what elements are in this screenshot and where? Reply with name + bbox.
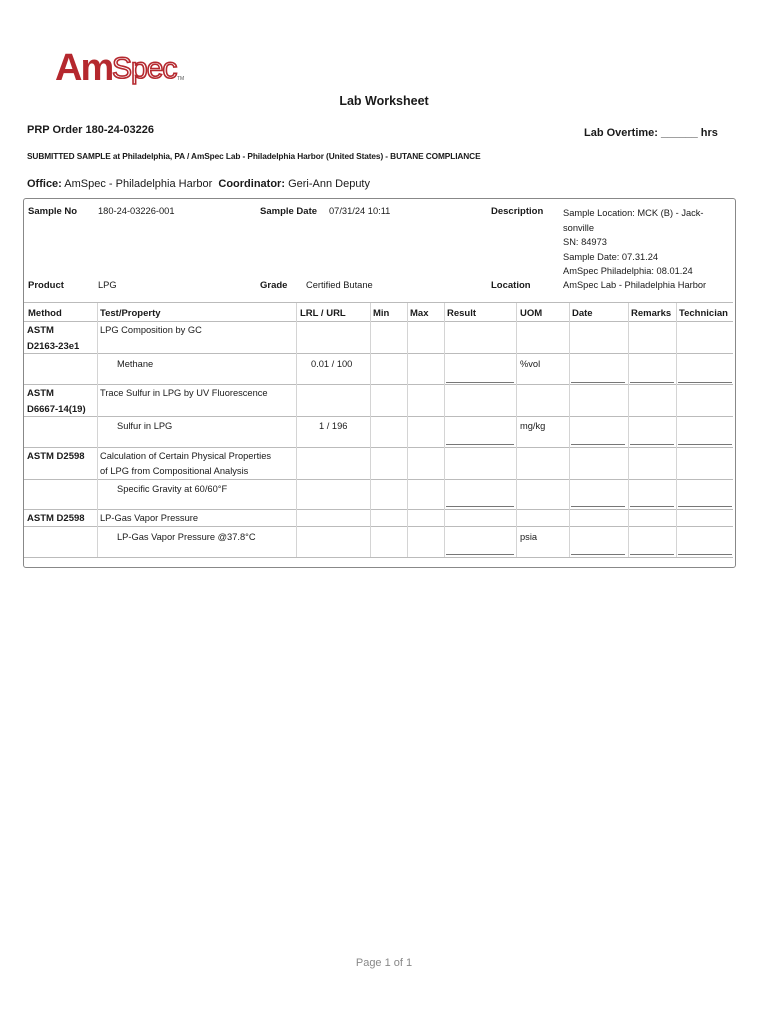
technician-entry-line[interactable] (678, 444, 732, 445)
method-code (27, 386, 86, 418)
description-line: SN: 84973 (563, 237, 607, 248)
technician-entry-line[interactable] (678, 382, 732, 383)
date-entry-line[interactable] (571, 554, 625, 555)
col-remarks: Remarks (631, 308, 672, 319)
svg-text:Am: Am (55, 47, 113, 89)
grade-label: Grade (260, 280, 288, 291)
uom-value: psia (520, 532, 538, 542)
page-title: Lab Worksheet (339, 94, 429, 108)
col-result: Result (447, 308, 477, 319)
test-name-line: Calculation of Certain Physical Properties (100, 451, 272, 461)
method-code: ASTM D2598 (27, 451, 85, 462)
test-name: Trace Sulfur in LPG by UV Fluorescence (100, 388, 268, 398)
col-date: Date (572, 308, 593, 319)
col-divider (407, 303, 408, 557)
sample-no-label: Sample No (28, 206, 78, 217)
date-entry-line[interactable] (571, 382, 625, 383)
result-entry-line[interactable] (446, 506, 514, 507)
row-rule (24, 526, 733, 527)
row-rule (24, 479, 733, 480)
svg-text:TM: TM (177, 76, 185, 82)
result-entry-line[interactable] (446, 554, 514, 555)
page-number: Page 1 of 1 (355, 957, 413, 969)
property-name: Specific Gravity at 60/60°F (117, 484, 228, 494)
technician-entry-line[interactable] (678, 554, 732, 555)
result-entry-line[interactable] (446, 444, 514, 445)
method-code-line: ASTM (27, 388, 54, 399)
col-min: Min (373, 308, 390, 319)
lab-overtime: Lab Overtime: ______ hrs (584, 127, 718, 139)
svg-text:Spec: Spec (112, 52, 177, 85)
col-divider (296, 303, 297, 557)
col-divider (444, 303, 445, 557)
remarks-entry-line[interactable] (630, 554, 674, 555)
remarks-entry-line[interactable] (630, 444, 674, 445)
col-test-property: Test/Property (100, 308, 161, 319)
test-name: LP-Gas Vapor Pressure (100, 513, 199, 523)
test-name: LPG Composition by GC (100, 325, 202, 335)
remarks-entry-line[interactable] (630, 382, 674, 383)
row-rule (24, 557, 733, 558)
sample-no-value: 180-24-03226-001 (98, 206, 175, 216)
col-divider (370, 303, 371, 557)
sample-date-label: Sample Date (260, 206, 318, 217)
col-divider (516, 303, 517, 557)
col-divider (628, 303, 629, 557)
property-name: LP-Gas Vapor Pressure @37.8°C (117, 532, 256, 542)
property-name: Methane (117, 359, 154, 369)
date-entry-line[interactable] (571, 506, 625, 507)
col-uom: UOM (520, 308, 543, 319)
col-lrl-url: LRL / URL (300, 308, 346, 319)
sample-date-value: 07/31/24 10:11 (329, 206, 391, 216)
description-line: sonville (563, 222, 595, 233)
method-code-line: D2163-23e1 (27, 341, 80, 352)
col-divider (569, 303, 570, 557)
col-divider (97, 303, 98, 557)
description-line: Sample Location: MCK (B) - Jack- (563, 208, 704, 218)
description-value (563, 206, 704, 279)
uom-value: mg/kg (520, 421, 546, 431)
product-label: Product (28, 280, 64, 291)
col-divider (676, 303, 677, 557)
col-max: Max (410, 308, 429, 319)
coordinator-value: Geri-Ann Deputy (288, 178, 370, 190)
method-code (27, 323, 79, 355)
col-technician: Technician (679, 308, 728, 319)
method-code-line: ASTM (27, 325, 54, 336)
amspec-logo (54, 40, 190, 98)
header-top-rule (24, 302, 733, 303)
header-bottom-rule (24, 321, 733, 322)
result-entry-line[interactable] (446, 382, 514, 383)
date-entry-line[interactable] (571, 444, 625, 445)
test-name-line: of LPG from Compositional Analysis (100, 466, 249, 476)
row-rule (24, 384, 733, 385)
office-value: AmSpec - Philadelphia Harbor (64, 178, 213, 190)
office-line (27, 178, 370, 190)
description-line: AmSpec Philadelphia: 08.01.24 (563, 266, 693, 277)
lrl-url-value: 1 / 196 (319, 421, 348, 431)
method-code: ASTM D2598 (27, 513, 85, 524)
row-rule (24, 416, 733, 417)
office-label: Office: (27, 178, 62, 190)
row-rule (24, 509, 733, 510)
location-value: AmSpec Lab - Philadelphia Harbor (563, 280, 707, 290)
description-label: Description (491, 206, 544, 217)
grade-value: Certified Butane (306, 280, 373, 290)
coordinator-label: Coordinator: (218, 178, 285, 190)
row-rule (24, 447, 733, 448)
row-rule (24, 353, 733, 354)
product-value: LPG (98, 280, 117, 290)
col-method: Method (28, 308, 62, 319)
remarks-entry-line[interactable] (630, 506, 674, 507)
location-label: Location (491, 280, 531, 291)
technician-entry-line[interactable] (678, 506, 732, 507)
description-line: Sample Date: 07.31.24 (563, 251, 659, 262)
property-name: Sulfur in LPG (117, 421, 173, 431)
uom-value: %vol (520, 359, 541, 369)
lrl-url-value: 0.01 / 100 (311, 359, 353, 369)
prp-order: PRP Order 180-24-03226 (27, 124, 154, 136)
test-name (100, 449, 271, 479)
method-code-line: D6667-14(19) (27, 404, 86, 415)
submitted-sample-line: SUBMITTED SAMPLE at Philadelphia, PA / AmSpec Lab - Philadelphia Harbor (United States) - BUTANE COMPLIANCE (27, 151, 481, 161)
